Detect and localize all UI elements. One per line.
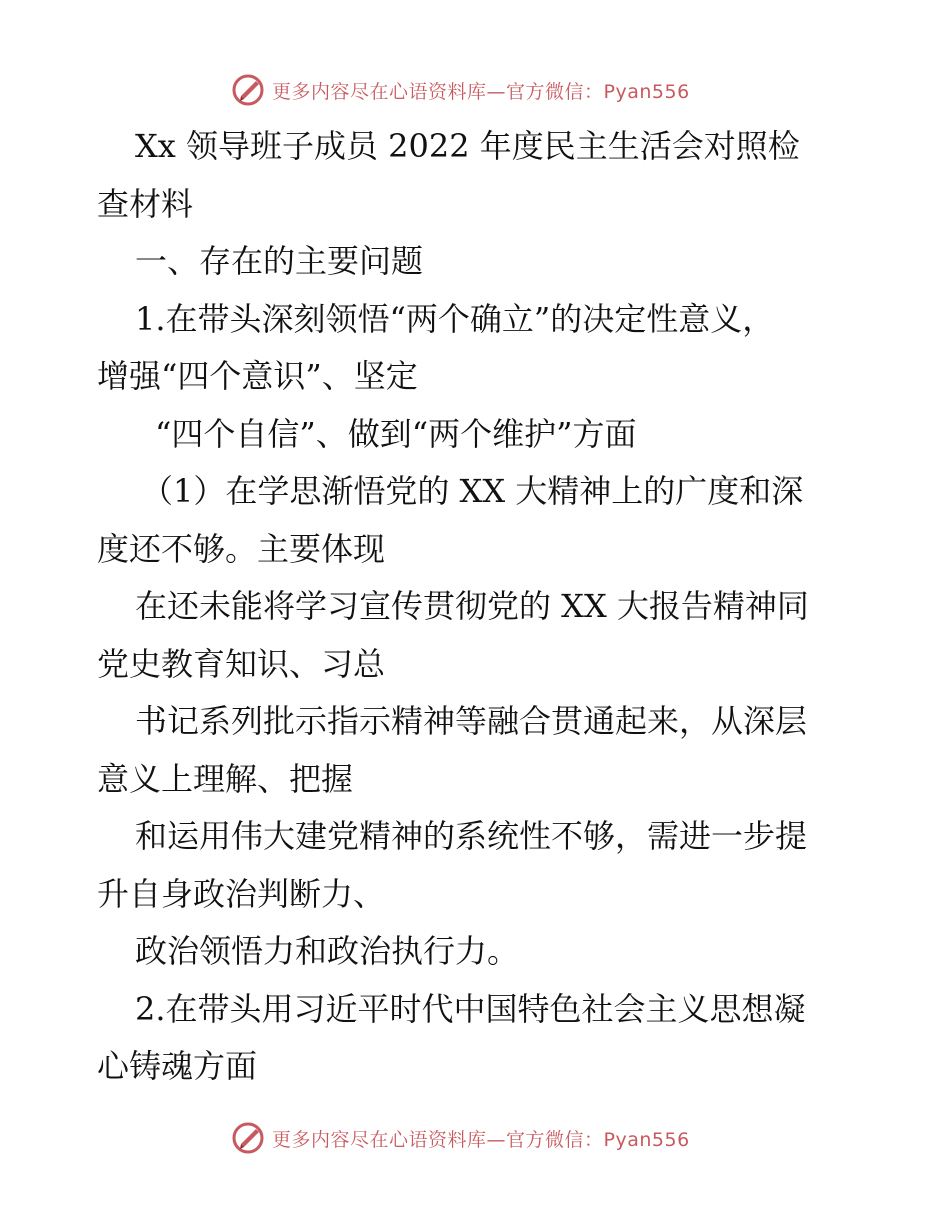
paragraph-line: 度还不够。主要体现 bbox=[97, 529, 386, 568]
watermark-text: 更多内容尽在心语资料库—官方微信：Pyan556 bbox=[272, 1128, 690, 1151]
paragraph-line: 2.在带头用习近平时代中国特色社会主义思想凝 bbox=[135, 989, 806, 1028]
paragraph-line: 在还未能将学习宣传贯彻党的 XX 大报告精神同 bbox=[135, 587, 809, 625]
paragraph-line: 和运用伟大建党精神的系统性不够，需进一步提 bbox=[135, 817, 808, 855]
paragraph-line: （1）在学思渐悟党的 XX 大精神上的广度和深 bbox=[141, 472, 804, 510]
header-watermark bbox=[232, 70, 752, 110]
paragraph-line: 增强“四个意识”、坚定 bbox=[97, 357, 418, 395]
paragraph-line: 1.在带头深刻领悟“两个确立”的决定性意义， bbox=[135, 299, 775, 338]
document-title-line-2: 查材料 bbox=[97, 184, 194, 223]
watermark-logo-icon bbox=[232, 73, 266, 107]
paragraph-line: 政治领悟力和政治执行力。 bbox=[135, 932, 520, 970]
paragraph-line: 党史教育知识、习总 bbox=[97, 644, 386, 683]
paragraph-line: 升自身政治判断力、 bbox=[97, 874, 386, 913]
footer-watermark bbox=[232, 1118, 752, 1158]
paragraph-line: “四个自信”、做到“两个维护”方面 bbox=[155, 414, 637, 453]
watermark-logo-icon bbox=[232, 1121, 266, 1155]
watermark-text: 更多内容尽在心语资料库—官方微信：Pyan556 bbox=[272, 80, 690, 103]
paragraph-line: 意义上理解、把握 bbox=[97, 759, 354, 798]
paragraph-line: 书记系列批示指示精神等融合贯通起来，从深层 bbox=[135, 702, 808, 740]
paragraph-line: 心铸魂方面 bbox=[97, 1047, 258, 1085]
section-heading: 一、存在的主要问题 bbox=[135, 242, 424, 280]
document-body bbox=[97, 118, 857, 1096]
document-title-line-1: Xx 领导班子成员 2022 年度民主生活会对照检 bbox=[135, 127, 800, 165]
